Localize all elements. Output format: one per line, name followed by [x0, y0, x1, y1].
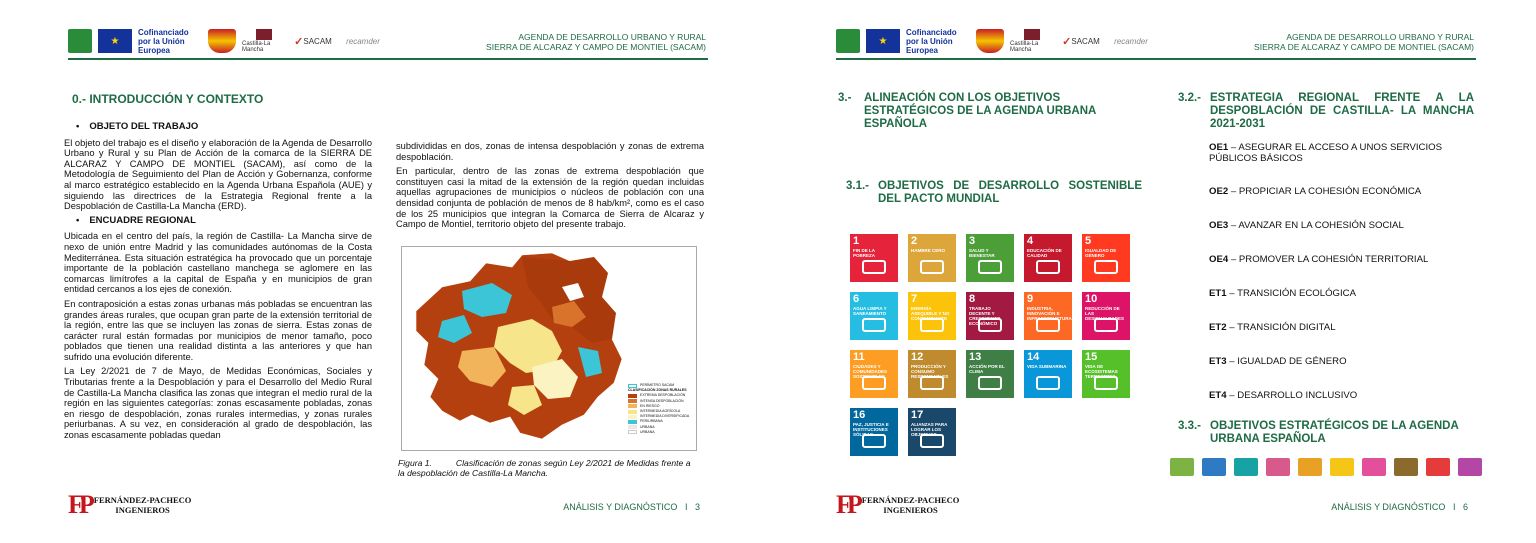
sdg-tile-17: 17 ALIANZAS PARA LOGRAR LOS OBJETIVOS: [908, 408, 956, 456]
section-3-heading: 3.- ALINEACIÓN CON LOS OBJETIVOS ESTRATÉGICOS DE LA AGENDA URBANA ESPAÑOLA: [838, 92, 1096, 130]
objective-item: OE1 – ASEGURAR EL ACCESO A UNOS SERVICIOS PÚBLICOS BÁSICOS: [1209, 142, 1443, 164]
legend-item: EXTREMA DESPOBLACIÓN: [628, 393, 689, 398]
sdg-12-icon: [920, 376, 944, 390]
sdg-9-icon: [1036, 318, 1060, 332]
sdg-tile-10: 10 REDUCCIÓN DE LAS DESIGUALDADES: [1082, 292, 1130, 340]
sdg-tile-5: 5 IGUALDAD DE GÉNERO: [1082, 234, 1130, 282]
sdg-11-icon: [862, 376, 886, 390]
right-column: [396, 141, 704, 234]
vivienda-icon: [1394, 458, 1418, 476]
sdg-16-icon: [862, 434, 886, 448]
objective-item: ET3 – IGUALDAD DE GÉNERO: [1209, 356, 1347, 367]
sdg-5-icon: [1094, 260, 1118, 274]
sdg-tile-1: 1 FIN DE LA POBREZA: [850, 234, 898, 282]
paragraph: subdivididas en dos, zonas de intensa despoblación y zonas de extrema despoblación.: [396, 141, 704, 162]
footer-section: ANÁLISIS Y DIAGNÓSTICO I 6: [1331, 502, 1468, 512]
legend-item: PERIURBANA: [628, 419, 689, 424]
fp-logo-icon: FP: [68, 490, 90, 519]
sdg-tile-14: 14 VIDA SUBMARINA: [1024, 350, 1072, 398]
clm-logo: Castilla-La Mancha: [1010, 29, 1054, 53]
clm-logo: Castilla-La Mancha: [242, 29, 286, 53]
page-footer: [68, 492, 708, 522]
gobernanza-icon: [1458, 458, 1482, 476]
sacam-logo: ✓ SACAM: [294, 35, 332, 48]
map-legend: [628, 383, 689, 435]
objective-item: OE2 – PROPICIAR LA COHESIÓN ECONÓMICA: [1209, 186, 1422, 197]
leader-logo-icon: [836, 29, 860, 53]
sdg-tile-15: 15 VIDA DE ECOSISTEMAS TERRESTRES: [1082, 350, 1130, 398]
header-title: AGENDA DE DESARROLLO URBANO Y RURAL SIERRA DE ALCARAZ Y CAMPO DE MONTIEL (SACAM): [1254, 32, 1474, 52]
company-logo: FP FERNÁNDEZ-PACHECO INGENIEROS: [68, 490, 192, 519]
objective-item: OE4 – PROMOVER LA COHESIÓN TERRITORIAL: [1209, 254, 1429, 265]
sdg-tile-11: 11 CIUDADES Y COMUNIDADES SOSTENIBLES: [850, 350, 898, 398]
cohesion-social-icon: [1330, 458, 1354, 476]
sdg-tile-6: 6 AGUA LIMPIA Y SANEAMIENTO: [850, 292, 898, 340]
clm-crest-icon: [256, 29, 272, 40]
territorio-icon: [1170, 458, 1194, 476]
sdg-tile-4: 4 EDUCACIÓN DE CALIDAD: [1024, 234, 1072, 282]
paragraph: En particular, dentro de las zonas de extrema despoblación que constituyen casi la mitad de la extensión de la región quedan incluidas aquellas agrupaciones de municipios o núcleos de población con una densidad conjunta de población de menos de 8 hab/km², como es el caso de los 25 municipios que integran la Comarca de Sierra de Alcaraz y Campo de Montiel, territorio objeto del presente trabajo.: [396, 166, 704, 230]
objective-item: ET1 – TRANSICIÓN ECOLÓGICA: [1209, 288, 1356, 299]
section-3-2-heading: 3.2.- ESTRATEGIA REGIONAL FRENTE A LA DESPOBLACIÓN DE CASTILLA- LA MANCHA 2021-2031: [1178, 92, 1474, 130]
sdg-tile-7: 7 ENERGÍA ASEQUIBLE Y NO CONTAMINANTE: [908, 292, 956, 340]
footer-section: ANÁLISIS Y DIAGNÓSTICO I 3: [563, 502, 700, 512]
leader-logo-icon: [68, 29, 92, 53]
cambio-climatico-icon: [1234, 458, 1258, 476]
sacam-logo: ✓ SACAM: [1062, 35, 1100, 48]
recamder-logo: recamder: [346, 36, 380, 46]
legend-item: INTERMEDIA DIVERSIFICADA: [628, 414, 689, 419]
paragraph: En contraposición a estas zonas urbanas más pobladas se encuentran las grandes áreas rurales, que ocupan gran parte de la extensión territorial de la región, entre las que se incluyen las zonas de sierra. Estas zonas de carácter rural están formadas por municipios de menor tamaño, poco poblados que tienen una realidad distinta a las anteriores y que han sufrido una evolución diferente.: [64, 298, 372, 362]
sdg-3-icon: [978, 260, 1002, 274]
economia-circular-icon: [1266, 458, 1290, 476]
sdg-7-icon: [920, 318, 944, 332]
sdg-tile-2: 2 HAMBRE CERO: [908, 234, 956, 282]
spain-crest-icon: [208, 29, 236, 53]
modelo-ciudad-icon: [1202, 458, 1226, 476]
legend-item: INTERMEDIA AGRÍCOLA: [628, 409, 689, 414]
eu-cofinanced-text: Cofinanciado por la Unión Europea: [906, 27, 957, 55]
fp-logo-icon: FP: [836, 490, 858, 519]
legend-item: URBANA: [628, 425, 689, 430]
eu-flag-icon: ★: [98, 29, 132, 53]
header-title: AGENDA DE DESARROLLO URBANO Y RURAL SIERRA DE ALCARAZ Y CAMPO DE MONTIEL (SACAM): [486, 32, 706, 52]
sdg-13-icon: [978, 376, 1002, 390]
company-logo: FP FERNÁNDEZ-PACHECO INGENIEROS: [836, 490, 960, 519]
era-digital-icon: [1426, 458, 1450, 476]
sdg-tile-9: 9 INDUSTRIA, INNOVACIÓN E INFRAESTRUCTURA: [1024, 292, 1072, 340]
sdg-10-icon: [1094, 318, 1118, 332]
sdg-8-icon: [978, 318, 1002, 332]
eu-cofinanced-text: Cofinanciado por la Unión Europea: [138, 27, 189, 55]
section-title: 0.- INTRODUCCIÓN Y CONTEXTO: [72, 92, 264, 106]
left-column: [64, 122, 372, 445]
header-logos: [68, 26, 386, 56]
page-footer: [836, 492, 1476, 522]
eu-flag-icon: ★: [866, 29, 900, 53]
sdg-tile-3: 3 SALUD Y BIENESTAR: [966, 234, 1014, 282]
page-header: [68, 26, 708, 60]
spain-crest-icon: [976, 29, 1004, 53]
sdg-17-icon: [920, 434, 944, 448]
sdg-15-icon: [1094, 376, 1118, 390]
header-logos: [836, 26, 1154, 56]
objective-item: ET2 – TRANSICIÓN DIGITAL: [1209, 322, 1336, 333]
clm-crest-icon: [1024, 29, 1040, 40]
legend-item: CLASIFICACIÓN ZONAS RURALES: [628, 388, 687, 393]
movilidad-icon: [1298, 458, 1322, 476]
page-header: [836, 26, 1476, 60]
page-number: 3: [694, 502, 700, 512]
bullet-heading: • OBJETO DEL TRABAJO: [76, 122, 372, 133]
sdg-6-icon: [862, 318, 886, 332]
sdg-1-icon: [862, 260, 886, 274]
sdg-2-icon: [920, 260, 944, 274]
paragraph: La Ley 2/2021 de 7 de Mayo, de Medidas Económicas, Sociales y Tributarias frente a la Despoblación y para el Desarrollo del Medio Rural de Castilla-La Mancha clasifica las zonas que integran el medio rural de la región en las siguientes categorías: zonas escasamente pobladas, zonas en riesgo de despoblación, zonas rurales intermedias, y zonas rurales periurbanas. A su vez, en consideración al grado de despoblación, las zonas escasamente pobladas quedan: [64, 366, 372, 441]
legend-item: EN RIESGO: [628, 404, 689, 409]
legend-item: INTENSA DESPOBLACIÓN: [628, 399, 689, 404]
legend-item: URBANA: [628, 430, 689, 435]
bullet-heading: • ENCUADRE REGIONAL: [76, 216, 372, 227]
sdg-14-icon: [1036, 376, 1060, 390]
section-3-3-heading: 3.3.- OBJETIVOS ESTRATÉGICOS DE LA AGENDA URBANA ESPAÑOLA: [1178, 420, 1459, 445]
objective-item: ET4 – DESARROLLO INCLUSIVO: [1209, 390, 1358, 401]
sdg-tile-8: 8 TRABAJO DECENTE Y CRECIMIENTO ECONÓMICO: [966, 292, 1014, 340]
aue-objectives-icons: [1170, 458, 1482, 476]
paragraph: El objeto del trabajo es el diseño y elaboración de la Agenda de Desarrollo Urbano y Rural y su Plan de Acción de la comarca de la SIERRA DE ALCARAZ Y CAMPO DE MONTIEL (SACAM), así como de la Metodología de Seguimiento del Plan de Acción y Gobernanza, conforme al marco estratégico establecido en la Agenda Urbana Española (AUE) y siguiendo las directrices de la Estrategia Regional frente a la Despoblación de Castilla-La Mancha (ERD).: [64, 137, 372, 212]
figure-caption: Figura 1. Clasificación de zonas según Ley 2/2021 de Medidas frente a la despoblación de Castilla-La Mancha.: [398, 458, 691, 478]
economia-urbana-icon: [1362, 458, 1386, 476]
rural-zones-map: [401, 246, 697, 451]
sdg-tile-16: 16 PAZ, JUSTICIA E INSTITUCIONES SÓLIDAS: [850, 408, 898, 456]
sdg-tile-13: 13 ACCIÓN POR EL CLIMA: [966, 350, 1014, 398]
section-3-1-heading: 3.1.- OBJETIVOS DE DESARROLLO SOSTENIBLE DEL PACTO MUNDIAL: [846, 180, 1142, 205]
objective-item: OE3 – AVANZAR EN LA COHESIÓN SOCIAL: [1209, 220, 1404, 231]
recamder-logo: recamder: [1114, 36, 1148, 46]
page-number: 6: [1462, 502, 1468, 512]
sdg-tile-12: 12 PRODUCCIÓN Y CONSUMO RESPONSABLES: [908, 350, 956, 398]
legend-item: PERÍMETRO SACAM: [628, 383, 689, 388]
paragraph: Ubicada en el centro del país, la región de Castilla- La Mancha sirve de nexo de unión entre Madrid y las comunidades autónomas de la Costa Mediterránea. Esta situación estratégica ha provocado que un porcentaje importante de la población castellano manchega se aglomere en las comarcas limítrofes a la capital de España y en municipios de gran entidad cercanos a los ejes de conexión.: [64, 231, 372, 295]
sdg-4-icon: [1036, 260, 1060, 274]
